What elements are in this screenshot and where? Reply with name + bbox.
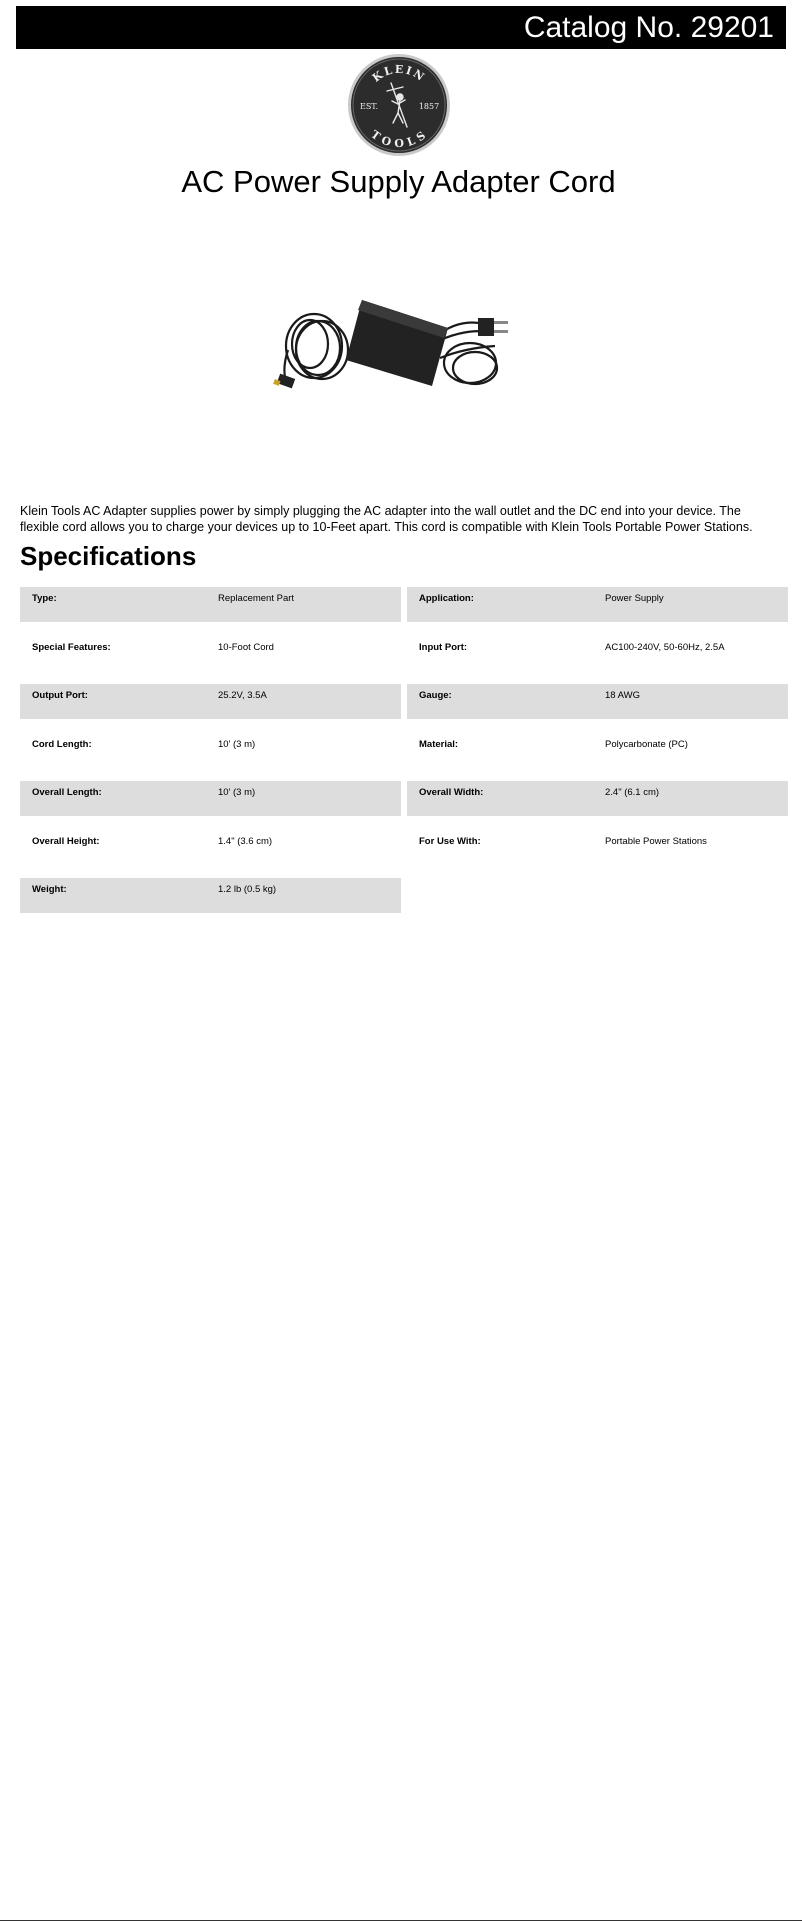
spec-value: 1.2 lb (0.5 kg) — [218, 884, 277, 895]
spec-label: Cord Length: — [32, 739, 92, 750]
spec-type — [20, 587, 401, 622]
logo-top-text: KLEIN — [370, 62, 428, 85]
spec-label: Application: — [419, 593, 474, 604]
logo-left-text: EST. — [359, 102, 379, 111]
catalog-number-banner: Catalog No. 29201 — [16, 6, 786, 49]
spec-label: Input Port: — [419, 642, 468, 653]
spec-value: 2.4" (6.1 cm) — [605, 787, 660, 798]
spec-overall-length — [20, 781, 401, 816]
spec-value: Replacement Part — [218, 593, 295, 604]
spec-gauge — [407, 684, 788, 719]
spec-output-port — [20, 684, 401, 719]
spec-label: Overall Height: — [32, 836, 100, 847]
spec-label: For Use With: — [419, 836, 481, 847]
spec-value: Polycarbonate (PC) — [605, 739, 688, 750]
spec-value: AC100-240V, 50-60Hz, 2.5A — [605, 642, 725, 653]
spec-overall-height — [20, 830, 401, 865]
product-description: Klein Tools AC Adapter supplies power by simply plugging the AC adapter into the wall outlet and the DC end into your device. The flexible cord allows you to charge your devices up to 10-Feet apart. This cord is compatible with Klein Tools Portable Power Stations. — [20, 504, 753, 534]
product-title: AC Power Supply Adapter Cord — [181, 164, 616, 199]
spec-application — [407, 587, 788, 622]
spec-label: Output Port: — [32, 690, 88, 701]
spec-material — [407, 733, 788, 768]
spec-label: Weight: — [32, 884, 67, 895]
spec-label: Overall Length: — [32, 787, 102, 798]
klein-tools-logo — [347, 53, 451, 157]
spec-input-port — [407, 636, 788, 671]
spec-label: Special Features: — [32, 642, 111, 653]
spec-label: Overall Width: — [419, 787, 484, 798]
spec-value: 10' (3 m) — [218, 787, 256, 798]
spec-label: Material: — [419, 739, 459, 750]
spec-value: 25.2V, 3.5A — [218, 690, 267, 701]
spec-cord-length — [20, 733, 401, 768]
page-bottom-rule — [0, 1920, 802, 1921]
ac-adapter-image — [270, 288, 530, 400]
spec-label: Gauge: — [419, 690, 452, 701]
logo-right-text: 1857 — [418, 102, 440, 111]
spec-label: Type: — [32, 593, 57, 604]
spec-value: 10-Foot Cord — [218, 642, 274, 653]
spec-value: Power Supply — [605, 593, 664, 604]
spec-overall-width — [407, 781, 788, 816]
spec-value: 1.4" (3.6 cm) — [218, 836, 273, 847]
spec-value: 18 AWG — [605, 690, 641, 701]
spec-for-use-with — [407, 830, 788, 865]
spec-value: 10' (3 m) — [218, 739, 256, 750]
specifications-heading: Specifications — [20, 541, 197, 571]
spec-weight — [20, 878, 401, 913]
spec-special-features — [20, 636, 401, 671]
spec-value: Portable Power Stations — [605, 836, 707, 847]
logo-bottom-text: TOOLS — [368, 127, 430, 151]
